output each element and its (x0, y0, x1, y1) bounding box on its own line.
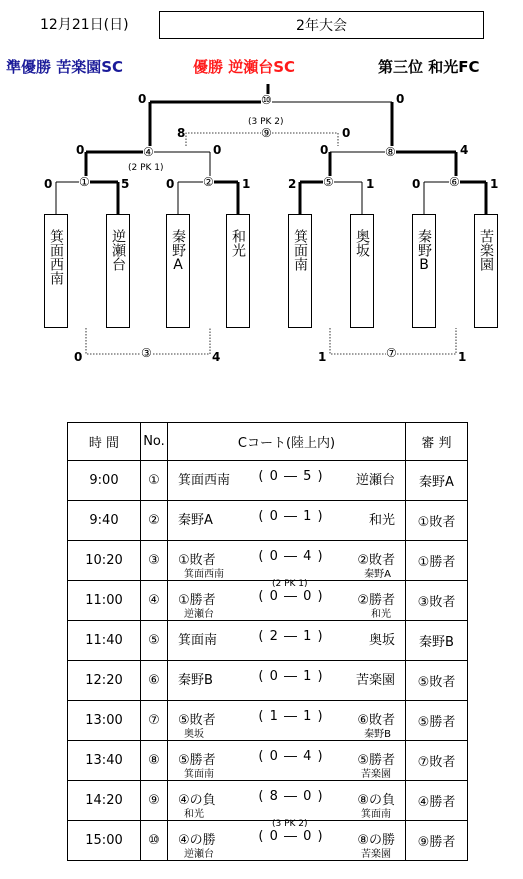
score-m1-left: 0 (44, 177, 53, 191)
match-left-team: ①敗者 (178, 553, 216, 568)
match-left-sub: 和光 (184, 809, 204, 820)
match-right-sub: 和光 (371, 609, 391, 620)
team-box: 秦野B (412, 214, 436, 328)
match-number: ⑥ (141, 661, 168, 701)
match-time: 9:00 (68, 461, 141, 501)
match-right-team: ②勝者 (357, 593, 395, 608)
match-right-sub: 秦野A (364, 569, 391, 580)
match-referee: ⑦敗者 (406, 741, 468, 781)
score-final-left: 0 (138, 92, 147, 106)
score-m7-right: 1 (458, 350, 467, 364)
match-referee: ①勝者 (406, 541, 468, 581)
header-court: Cコート(陸上内) (168, 423, 406, 461)
match-right-team: 逆瀬台 (355, 473, 395, 488)
match-cell (168, 821, 406, 861)
match-7-label: ⑦ (386, 346, 397, 360)
score-m1-right: 5 (121, 177, 130, 191)
match-pk: (3 PK 2) (272, 819, 308, 829)
match-time: 11:40 (68, 621, 141, 661)
match-right-team: 和光 (368, 513, 395, 528)
match-left-team: 箕面南 (178, 633, 218, 648)
score-m9-left: 8 (177, 126, 186, 140)
header-no: No. (141, 423, 168, 461)
match-right-team: ⑥敗者 (357, 713, 395, 728)
match-left-team: 秦野A (178, 513, 213, 528)
match-cell (168, 621, 406, 661)
match-time: 10:20 (68, 541, 141, 581)
match-referee: 秦野B (406, 621, 468, 661)
match-left-sub: 箕面南 (184, 769, 214, 780)
match-cell (168, 581, 406, 621)
match-right-team: ⑧の負 (357, 793, 395, 808)
match-time: 12:20 (68, 661, 141, 701)
match-10-pk: (3 PK 2) (248, 117, 284, 127)
match-number: ① (141, 461, 168, 501)
score-m2-right: 1 (242, 177, 251, 191)
match-pk: (2 PK 1) (272, 579, 308, 589)
table-row (68, 461, 468, 501)
table-row (68, 781, 468, 821)
match-2-label: ② (203, 175, 214, 189)
match-9-label: ⑨ (261, 126, 272, 140)
match-score: ( 0 ― 0 ) (258, 829, 324, 844)
score-final-right: 0 (396, 92, 405, 106)
match-right-team: 奥坂 (368, 633, 395, 648)
table-row (68, 541, 468, 581)
match-5-label: ⑤ (323, 175, 334, 189)
score-m2-left: 0 (166, 177, 175, 191)
match-left-sub: 逆瀬台 (184, 849, 214, 860)
match-right-sub: 箕面南 (361, 809, 391, 820)
match-referee: ①敗者 (406, 501, 468, 541)
match-score: ( 0 ― 4 ) (258, 549, 324, 564)
table-row (68, 581, 468, 621)
schedule-header-row (68, 423, 468, 461)
match-referee: ⑤敗者 (406, 661, 468, 701)
score-m8-right: 4 (460, 143, 469, 157)
match-score: ( 8 ― 0 ) (258, 789, 324, 804)
winner-result: 優勝 逆瀬台SC (193, 58, 296, 76)
match-cell (168, 701, 406, 741)
score-m3-left: 0 (74, 350, 83, 364)
match-left-team: ①勝者 (178, 593, 216, 608)
runner-up-result: 準優勝 苦楽園SC (6, 58, 124, 76)
match-left-team: ④の勝 (178, 833, 216, 848)
match-cell (168, 541, 406, 581)
score-m4-left: 0 (76, 143, 85, 157)
table-row (68, 501, 468, 541)
match-4-label: ④ (143, 145, 154, 159)
score-m9-right: 0 (342, 126, 351, 140)
match-referee: ③敗者 (406, 581, 468, 621)
match-cell (168, 661, 406, 701)
schedule-table (67, 422, 468, 861)
team-box: 箕面西南 (44, 214, 68, 328)
match-4-pk: (2 PK 1) (128, 163, 164, 173)
score-m4-right: 0 (213, 143, 222, 157)
match-time: 14:20 (68, 781, 141, 821)
match-right-sub: 苦楽園 (361, 769, 391, 780)
team-box: 逆瀬台 (106, 214, 130, 328)
match-right-sub: 苦楽園 (361, 849, 391, 860)
table-row (68, 701, 468, 741)
match-score: ( 0 ― 0 ) (258, 589, 324, 604)
match-time: 11:00 (68, 581, 141, 621)
match-score: ( 1 ― 1 ) (258, 709, 324, 724)
match-10-label: ⑩ (261, 93, 272, 107)
match-number: ③ (141, 541, 168, 581)
match-cell (168, 461, 406, 501)
match-left-team: 箕面西南 (178, 473, 231, 488)
match-number: ⑨ (141, 781, 168, 821)
score-m7-left: 1 (318, 350, 327, 364)
match-referee: ⑨勝者 (406, 821, 468, 861)
match-left-sub: 箕面西南 (184, 569, 224, 580)
match-left-team: ⑤勝者 (178, 753, 216, 768)
match-6-label: ⑥ (449, 175, 460, 189)
match-referee: ⑤勝者 (406, 701, 468, 741)
match-number: ⑤ (141, 621, 168, 661)
match-cell (168, 741, 406, 781)
match-number: ⑩ (141, 821, 168, 861)
match-left-sub: 奥坂 (184, 729, 204, 740)
match-time: 9:40 (68, 501, 141, 541)
match-right-team: ⑧の勝 (357, 833, 395, 848)
match-left-team: ④の負 (178, 793, 216, 808)
event-title-text: 2年大会 (296, 18, 347, 34)
score-m3-right: 4 (212, 350, 221, 364)
score-m5-left: 2 (288, 177, 297, 191)
match-score: ( 0 ― 4 ) (258, 749, 324, 764)
match-left-team: ⑤敗者 (178, 713, 216, 728)
score-m6-right: 1 (490, 177, 499, 191)
match-number: ⑦ (141, 701, 168, 741)
match-referee: ④勝者 (406, 781, 468, 821)
match-referee: 秦野A (406, 461, 468, 501)
match-score: ( 0 ― 1 ) (258, 669, 324, 684)
match-number: ⑧ (141, 741, 168, 781)
table-row (68, 621, 468, 661)
team-box: 和光 (226, 214, 250, 328)
match-left-team: 秦野B (178, 673, 213, 688)
match-right-team: ⑤勝者 (357, 753, 395, 768)
event-date: 12月21日(日) (40, 17, 129, 33)
third-place-result: 第三位 和光FC (378, 58, 480, 76)
match-score: ( 0 ― 1 ) (258, 509, 324, 524)
table-row (68, 821, 468, 861)
match-time: 13:40 (68, 741, 141, 781)
match-right-sub: 秦野B (364, 729, 391, 740)
table-row (68, 741, 468, 781)
score-m5-right: 1 (366, 177, 375, 191)
match-left-sub: 逆瀬台 (184, 609, 214, 620)
match-8-label: ⑧ (385, 145, 396, 159)
match-number: ④ (141, 581, 168, 621)
match-score: ( 0 ― 5 ) (258, 469, 324, 484)
match-1-label: ① (79, 175, 90, 189)
team-box: 苦楽園 (474, 214, 498, 328)
match-cell (168, 781, 406, 821)
header-referee: 審 判 (406, 423, 468, 461)
score-m6-left: 0 (412, 177, 421, 191)
match-number: ② (141, 501, 168, 541)
match-right-team: 苦楽園 (355, 673, 395, 688)
match-right-team: ②敗者 (357, 553, 395, 568)
header-time: 時 間 (68, 423, 141, 461)
match-score: ( 2 ― 1 ) (258, 629, 324, 644)
team-box: 奥坂 (350, 214, 374, 328)
match-time: 13:00 (68, 701, 141, 741)
table-row (68, 661, 468, 701)
score-m8-left: 0 (320, 143, 329, 157)
match-3-label: ③ (141, 346, 152, 360)
match-time: 15:00 (68, 821, 141, 861)
match-cell (168, 501, 406, 541)
team-box: 箕面南 (288, 214, 312, 328)
team-box: 秦野A (166, 214, 190, 328)
